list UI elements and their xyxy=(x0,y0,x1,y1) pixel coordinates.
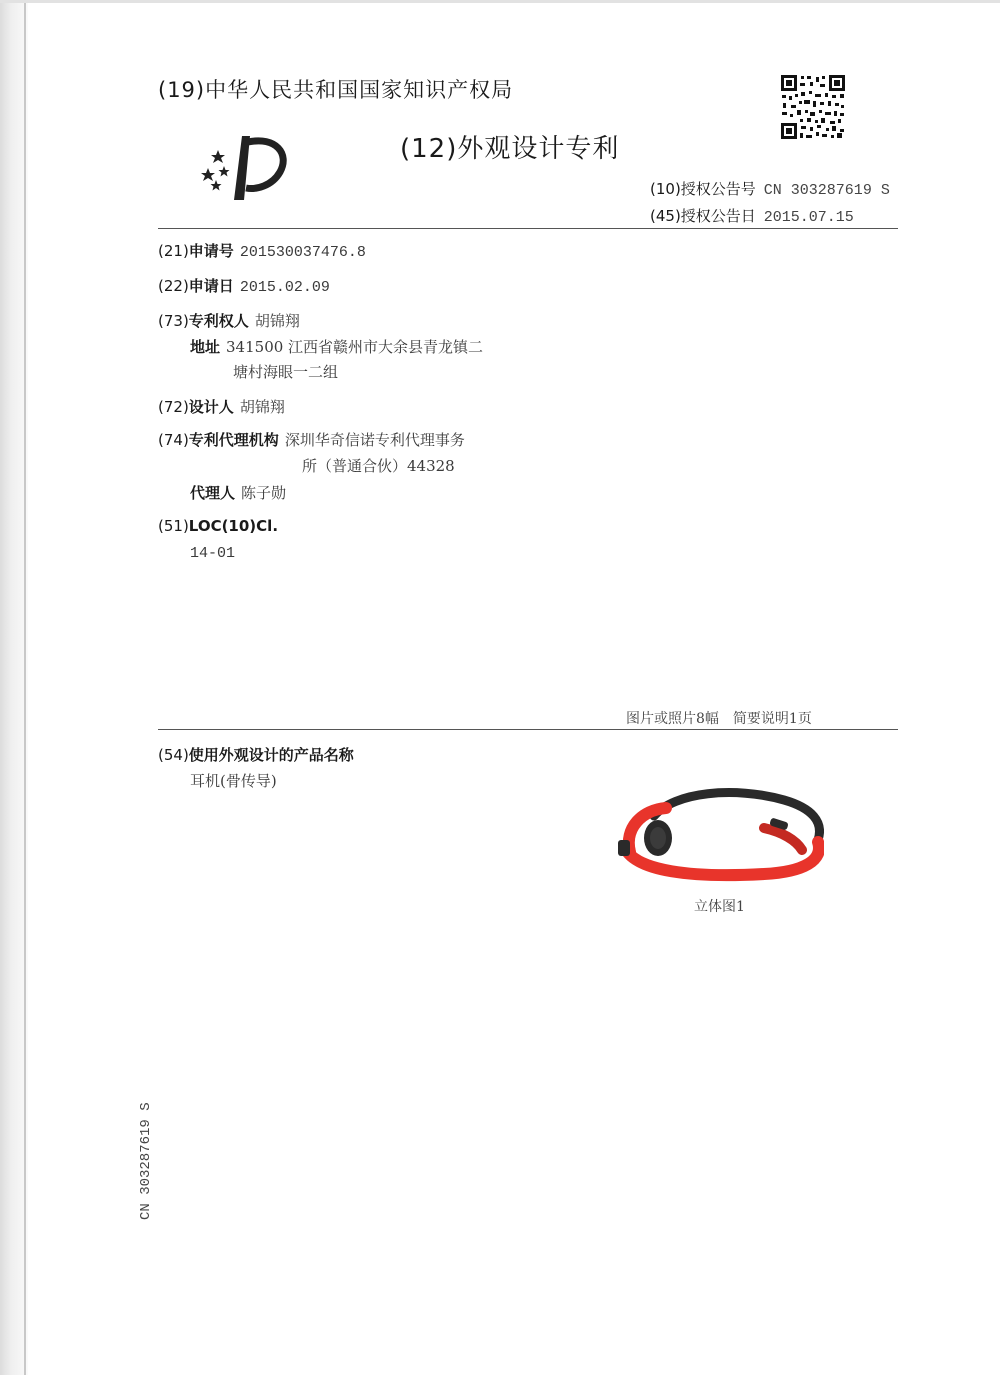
field-code: (51) xyxy=(158,517,189,535)
patentee-name: 胡锦翔 xyxy=(254,312,300,330)
loc-class-value-row xyxy=(190,543,235,562)
grant-date: 2015.07.15 xyxy=(763,209,854,226)
agency-field xyxy=(158,429,465,450)
grant-number-label: (10)授权公告号 xyxy=(650,180,756,198)
field-label: 专利权人 xyxy=(188,312,249,330)
grant-date-row xyxy=(650,205,854,226)
field-label: 地址 xyxy=(190,338,221,356)
field-label: 专利代理机构 xyxy=(188,431,279,449)
side-publication-number: CN 303287619 S xyxy=(138,1102,154,1220)
header-rule xyxy=(158,228,898,229)
grant-date-label: (45)授权公告日 xyxy=(650,207,756,225)
scan-edge-line xyxy=(24,0,26,1375)
application-date-field xyxy=(158,275,330,296)
agency-line-2: 所（普通合伙）44328 xyxy=(302,457,455,475)
field-label: 申请号 xyxy=(188,242,234,260)
product-name: 耳机(骨传导) xyxy=(190,772,277,790)
field-label: 设计人 xyxy=(188,398,234,416)
field-code: (21) xyxy=(158,242,189,260)
field-label: 代理人 xyxy=(190,484,236,502)
application-number-field xyxy=(158,240,366,261)
product-name-row xyxy=(190,770,277,791)
agency-line-1: 深圳华奇信诺专利代理事务 xyxy=(284,431,465,449)
figure-caption: 立体图1 xyxy=(694,899,745,915)
field-code: (74) xyxy=(158,431,189,449)
address-field xyxy=(190,336,483,357)
designer-field xyxy=(158,396,285,417)
field-code: (22) xyxy=(158,277,189,295)
figure-count: 图片或照片8幅 简要说明1页 xyxy=(626,711,812,727)
address-line-1: 341500 江西省赣州市大余县青龙镇二 xyxy=(226,338,484,356)
application-date: 2015.02.09 xyxy=(239,279,330,296)
office-name: (19)中华人民共和国国家知识产权局 xyxy=(158,78,514,102)
field-label: 申请日 xyxy=(188,277,234,295)
agent-field xyxy=(190,482,286,503)
qr-code-icon xyxy=(780,74,846,140)
product-name-field xyxy=(158,744,354,765)
application-number: 201530037476.8 xyxy=(239,244,366,261)
field-code: (73) xyxy=(158,312,189,330)
grant-number: CN 303287619 S xyxy=(763,182,890,199)
bone-conduction-headphone-image xyxy=(614,788,824,882)
patentee-field xyxy=(158,310,300,331)
loc-class-field xyxy=(158,517,278,535)
scan-top-edge xyxy=(0,0,1000,3)
section-rule xyxy=(158,729,898,730)
field-code: (54) xyxy=(158,746,189,764)
loc-class-value: 14-01 xyxy=(190,545,236,562)
field-label: LOC(10)Cl. xyxy=(188,517,279,535)
document-type: (12)外观设计专利 xyxy=(400,134,620,164)
field-code: (72) xyxy=(158,398,189,416)
grant-number-row xyxy=(650,178,890,199)
address-line-2: 塘村海眼一二组 xyxy=(233,363,339,381)
cnipa-emblem-icon xyxy=(198,128,293,204)
agency-continuation xyxy=(302,455,455,476)
designer-name: 胡锦翔 xyxy=(239,398,285,416)
agent-name: 陈子勋 xyxy=(241,484,287,502)
field-label: 使用外观设计的产品名称 xyxy=(188,746,354,764)
address-continuation xyxy=(233,361,338,382)
